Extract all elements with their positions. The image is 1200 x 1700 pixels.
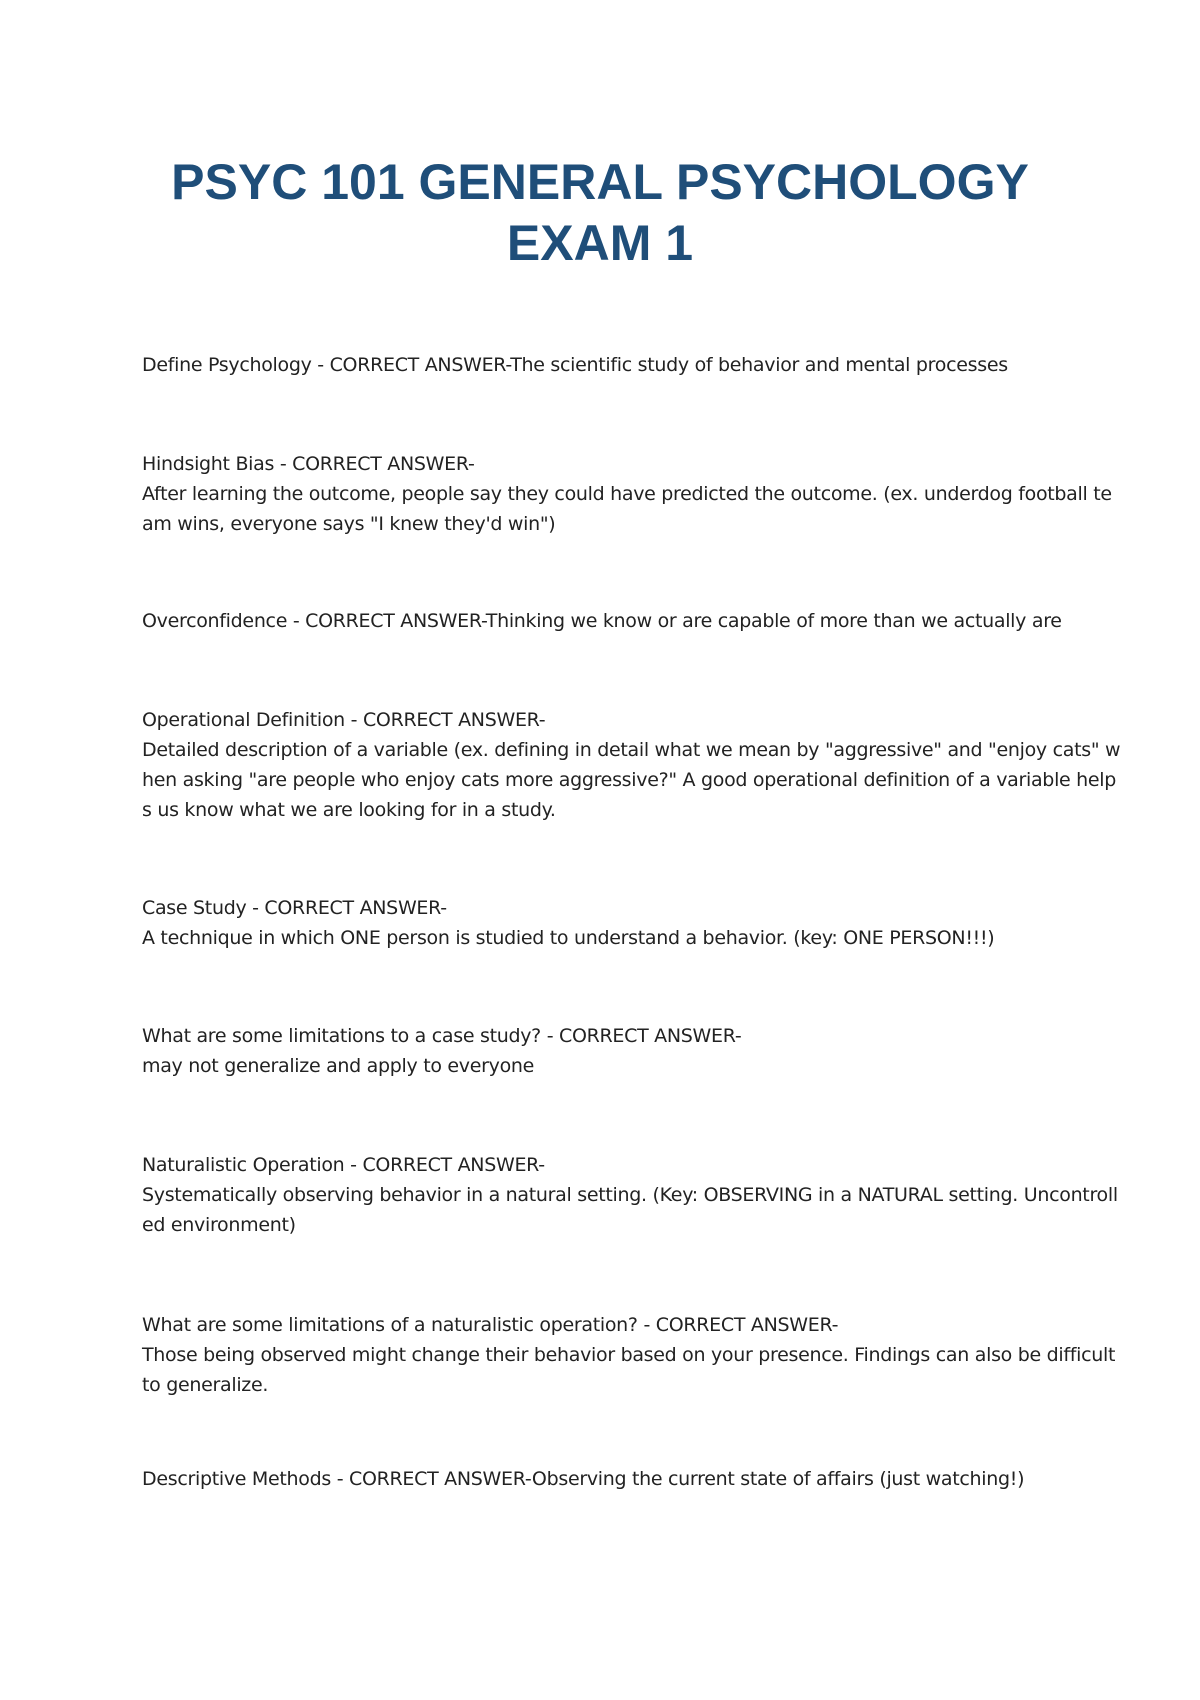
qa-line: may not generalize and apply to everyone <box>142 1055 535 1077</box>
qa-item-operational-definition <box>142 705 1121 825</box>
qa-item-hindsight-bias <box>142 449 1112 539</box>
qa-line: am wins, everyone says "I knew they'd win") <box>142 513 556 535</box>
qa-line: Operational Definition - CORRECT ANSWER- <box>142 709 546 731</box>
qa-line: hen asking "are people who enjoy cats more aggressive?" A good operational definition of a variable help <box>142 769 1117 791</box>
title-line-1: PSYC 101 GENERAL PSYCHOLOGY <box>171 154 1029 210</box>
qa-item-define-psychology <box>142 350 1072 380</box>
qa-line: What are some limitations to a case study? - CORRECT ANSWER- <box>142 1025 742 1047</box>
qa-item-naturalistic-operation <box>142 1150 1118 1240</box>
qa-line: Hindsight Bias - CORRECT ANSWER- <box>142 453 475 475</box>
title-line-2: EXAM 1 <box>506 215 694 271</box>
qa-line: After learning the outcome, people say they could have predicted the outcome. (ex. underdog football te <box>142 483 1112 505</box>
qa-line: A technique in which ONE person is studied to understand a behavior. (key: ONE PERSON!!!) <box>142 927 995 949</box>
qa-line: What are some limitations of a naturalistic operation? - CORRECT ANSWER- <box>142 1314 839 1336</box>
qa-line: Detailed description of a variable (ex. defining in detail what we mean by "aggressive" and "enjoy cats" w <box>142 739 1121 761</box>
qa-line: ed environment) <box>142 1214 296 1236</box>
qa-line: Those being observed might change their behavior based on your presence. Findings can also be difficult <box>142 1344 1116 1366</box>
qa-line: Define Psychology - CORRECT ANSWER-The scientific study of behavior and mental processes <box>142 354 1008 376</box>
qa-line: to generalize. <box>142 1374 269 1396</box>
qa-item-descriptive-methods <box>142 1464 1072 1494</box>
qa-line: Naturalistic Operation - CORRECT ANSWER- <box>142 1154 545 1176</box>
qa-item-naturalistic-limitations <box>142 1310 1116 1400</box>
qa-line: Systematically observing behavior in a natural setting. (Key: OBSERVING in a NATURAL setting. Uncontroll <box>142 1184 1118 1206</box>
qa-item-overconfidence <box>142 606 1072 636</box>
qa-line: Descriptive Methods - CORRECT ANSWER-Observing the current state of affairs (just watching!) <box>142 1468 1025 1490</box>
qa-line: s us know what we are looking for in a study. <box>142 799 556 821</box>
qa-line: Case Study - CORRECT ANSWER- <box>142 897 447 919</box>
qa-item-case-study-limitations <box>142 1021 1072 1081</box>
qa-item-case-study <box>142 893 1072 953</box>
document-title <box>0 152 1200 274</box>
qa-line: Overconfidence - CORRECT ANSWER-Thinking we know or are capable of more than we actually are <box>142 610 1062 632</box>
